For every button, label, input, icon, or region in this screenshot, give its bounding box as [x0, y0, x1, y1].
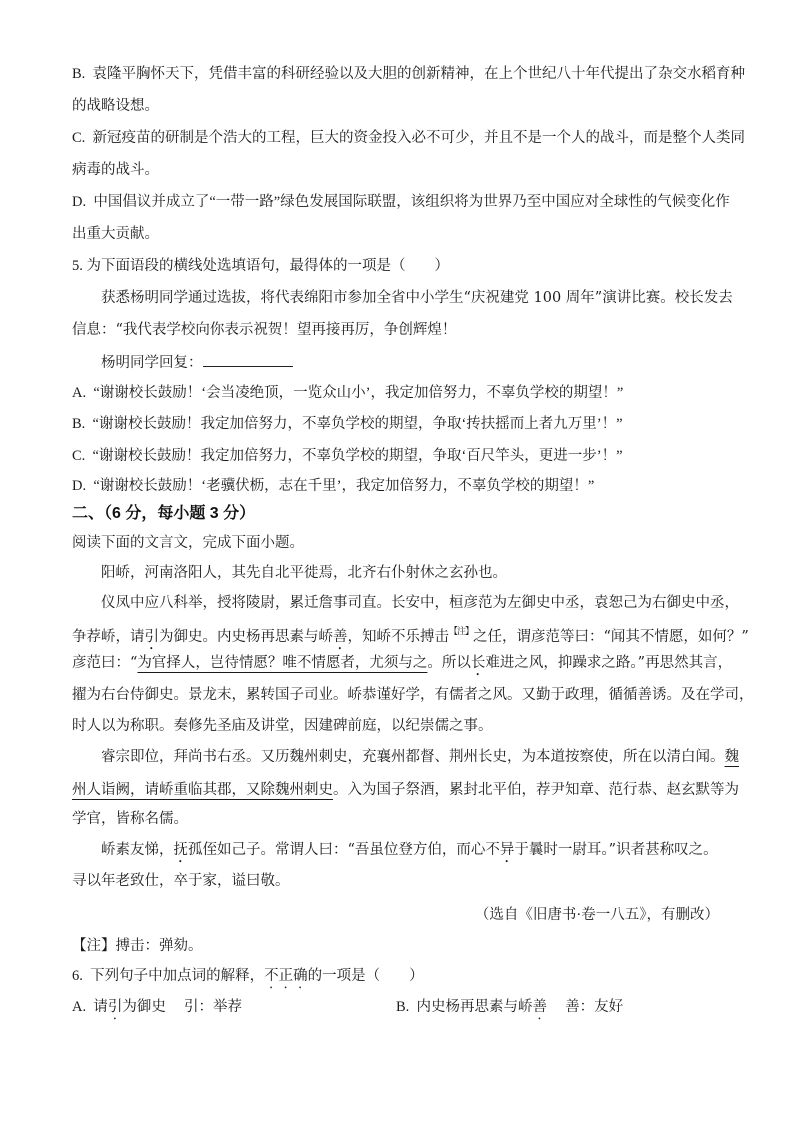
q4-option-d-line1	[72, 192, 730, 214]
passage-source	[475, 905, 719, 927]
text-segment: 获悉杨明同学通过选拔，将代表绵阳市参加全省中小学生“庆祝建党 100 周年”演讲比赛。校长发去	[101, 290, 733, 306]
text-segment: 孤侄如己子。常谓人曰：“吾虽位登方伯，而心不	[188, 842, 500, 858]
passage-para2-line3	[72, 653, 732, 675]
text-segment: D. 中国倡议并成立了“一带一路”绿色发展国际联盟，该组织将为世界乃至中国应对全球性的气候变化作	[72, 194, 730, 210]
text-segment: 5. 为下面语段的横线处选填语句，最得体的一项是（ ）	[72, 258, 449, 274]
q4-option-d-line2	[72, 224, 159, 246]
emphasized-word: 不正确	[264, 968, 308, 984]
text-segment: 仪凤中应八科举，授将陵尉，累迁詹事司直。长安中，桓彦范为左御史中丞，袁恕己为右御史中丞，	[101, 595, 739, 611]
passage-para2-line1	[72, 593, 739, 615]
emphasized-word: 抚	[173, 842, 188, 858]
text-segment: D. “谢谢校长鼓励！‘老骥伏枥，志在千里’，我定加倍努力，不辜负学校的期望！”	[72, 478, 595, 494]
text-segment: 于曩时一尉耳。”识者甚称叹之。	[514, 842, 718, 858]
text-segment: 难进之风，抑躁求之路。”再思然其言，	[485, 655, 733, 671]
passage-para2-line5	[72, 716, 493, 738]
underlined-phrase: 为官择人，岂待情愿？唯不情愿者，尤须与之	[137, 655, 428, 671]
text-segment: 为御史 引：举荐	[122, 999, 242, 1015]
emphasized-word: 长	[470, 655, 486, 671]
passage-para2-line2	[72, 622, 749, 644]
answer-blank	[203, 352, 293, 367]
text-segment: A. 请	[72, 999, 108, 1015]
passage-para3-line1	[72, 747, 739, 769]
text-segment: C. 新冠疫苗的研制是个浩大的工程，巨大的资金投入必不可少，并且不是一个人的战斗，而是整个人类同	[72, 130, 746, 146]
text-segment: 为御史。内史杨再思素与峤	[159, 629, 333, 645]
text-segment: 病毒的战斗。	[72, 162, 159, 178]
text-segment: 寻以年老致仕，卒于家，谥曰敬。	[72, 873, 290, 889]
underlined-phrase: 州人诣阙，请峤重临其郡，又除魏州刺史	[72, 782, 333, 798]
passage-para4-line1	[72, 840, 718, 862]
section-two-heading	[72, 504, 255, 526]
q5-passage-line3	[72, 352, 293, 374]
text-segment: 学官，皆称名儒。	[72, 811, 188, 827]
emphasized-word: 善	[532, 999, 548, 1015]
underlined-phrase: 魏	[724, 749, 739, 765]
q4-option-c-line2	[72, 160, 159, 182]
q6-option-a	[72, 997, 242, 1019]
emphasized-word: 引	[107, 999, 123, 1015]
text-segment: B. 内史杨再思素与峤	[396, 999, 533, 1015]
footnote	[72, 936, 203, 958]
text-segment: 善：友好	[547, 999, 624, 1015]
text-segment: ，知峤不乐搏击	[347, 629, 449, 645]
text-segment: 阳峤，河南洛阳人，其先自北平徙焉，北齐右仆射休之玄孙也。	[101, 565, 507, 581]
text-segment: A. “谢谢校长鼓励！‘会当凌绝顶，一览众山小’，我定加倍努力，不辜负学校的期望！”	[72, 385, 624, 401]
emphasized-word: 引	[144, 629, 159, 645]
q5-option-d	[72, 476, 594, 498]
q5-stem	[72, 256, 449, 278]
text-segment: 阅读下面的文言文，完成下面小题。	[72, 535, 304, 551]
passage-para1	[72, 563, 507, 585]
q5-option-c	[72, 446, 623, 468]
text-segment: 。所以	[427, 655, 471, 671]
q6-stem	[72, 966, 424, 988]
text-segment: 擢为右台侍御史。景龙末，累转国子司业。峤恭谨好学，有儒者之风。又勤于政理，循循善诱。及在学司，	[72, 687, 754, 703]
text-segment: B. “谢谢校长鼓励！我定加倍努力，不辜负学校的期望，争取‘抟扶摇而上者九万里’！”	[72, 416, 623, 432]
passage-para4-line2	[72, 871, 290, 893]
text-segment: 。入为国子祭酒，累封北平伯，荐尹知章、范行恭、赵玄默等为	[333, 782, 739, 798]
text-segment: 睿宗即位，拜尚书右丞。又历魏州刺史，充襄州都督、荆州长史，为本道按察使，所在以清白闻。	[101, 749, 725, 765]
passage-para3-line2	[72, 780, 739, 802]
text-segment: 的战略设想。	[72, 98, 159, 114]
emphasized-word: 异	[499, 842, 515, 858]
text-segment: 二、（6 分，每小题 3 分）	[72, 505, 256, 522]
text-segment: 杨明同学回复：	[101, 355, 203, 371]
q5-option-a	[72, 383, 623, 405]
reading-instruction	[72, 533, 304, 555]
text-segment: B. 袁隆平胸怀天下，凭借丰富的科研经验以及大胆的创新精神，在上个世纪八十年代提出了杂交水稻育种	[72, 66, 746, 82]
text-segment: C. “谢谢校长鼓励！我定加倍努力，不辜负学校的期望，争取‘百尺竿头，更进一步’！”	[72, 448, 623, 464]
text-segment: 之任，谓彦范等曰：“闻其不情愿，如何？”	[473, 629, 749, 645]
q6-option-b	[396, 997, 623, 1019]
text-segment: 出重大贡献。	[72, 226, 159, 242]
passage-para2-line4	[72, 685, 754, 707]
q5-passage-line2	[72, 320, 456, 342]
note-ref-superscript: 【注】	[449, 627, 474, 637]
text-segment: 争荐峤，请	[72, 629, 145, 645]
text-segment: 时人以为称职。奏修先圣庙及讲堂，因建碑前庭，以纪崇儒之事。	[72, 718, 493, 734]
text-segment: 峤素友悌，	[101, 842, 174, 858]
q4-option-b-line1	[72, 64, 745, 86]
text-segment: 彦范曰：“	[72, 655, 138, 671]
text-segment: 信息：“我代表学校向你表示祝贺！望再接再厉，争创辉煌！	[72, 322, 457, 338]
passage-para3-line3	[72, 809, 188, 831]
text-segment: 的一项是（ ）	[307, 968, 424, 984]
text-segment: 6. 下列句子中加点词的解释，	[72, 968, 265, 984]
q4-option-c-line1	[72, 128, 745, 150]
q5-passage-line1	[72, 288, 733, 310]
q5-option-b	[72, 414, 623, 436]
q4-option-b-line2	[72, 96, 159, 118]
emphasized-word: 善	[333, 629, 348, 645]
text-segment: 【注】搏击：弹劾。	[72, 938, 203, 954]
text-segment: （选自《旧唐书·卷一八五》，有删改）	[474, 907, 719, 923]
